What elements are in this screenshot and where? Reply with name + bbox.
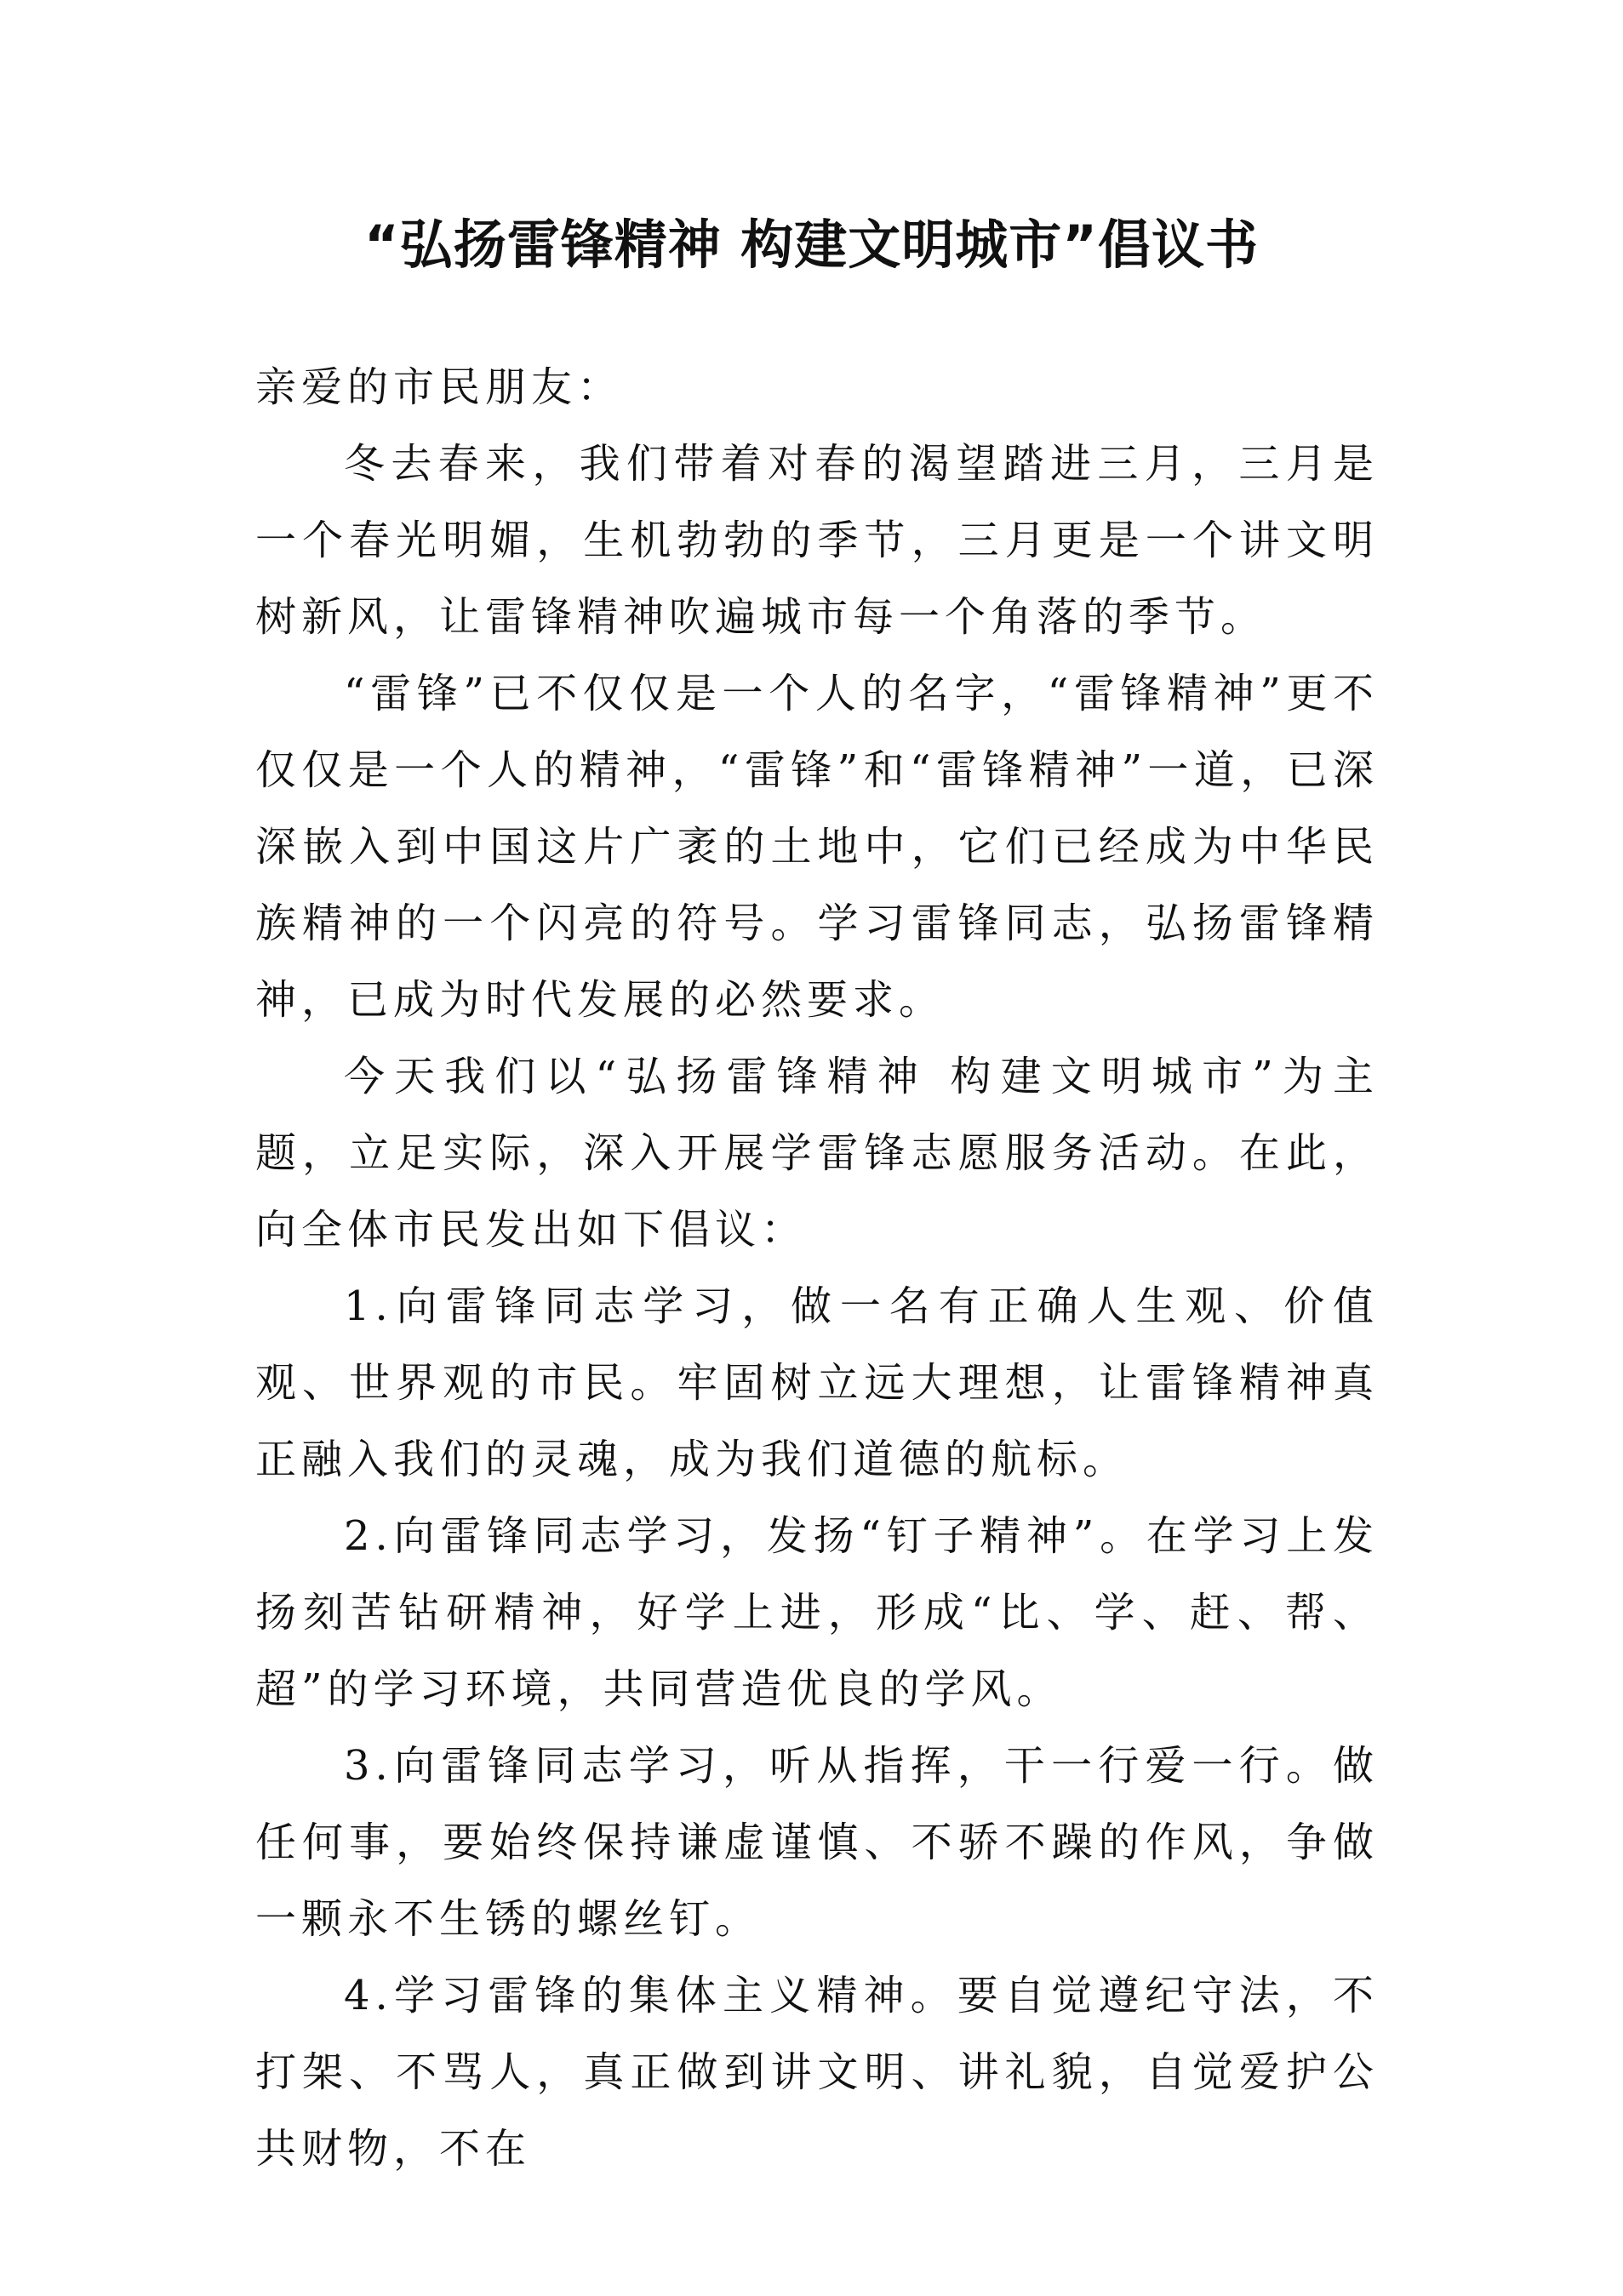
paragraph-leifeng: “雷锋”已不仅仅是一个人的名字，“雷锋精神”更不仅仅是一个人的精神，“雷锋”和“雷锋精神”一道，已深深嵌入到中国这片广袤的土地中，它们已经成为中华民族精神的一个闪亮的符号。学习雷锋同志，弘扬雷锋精神，已成为时代发展的必然要求。 bbox=[255, 670, 1379, 1024]
proposal-item-3: 3.向雷锋同志学习，听从指挥，干一行爱一行。做任何事，要始终保持谦虚谨慎、不骄不躁的作风，争做一颗永不生锈的螺丝钉。 bbox=[255, 1742, 1379, 1943]
proposal-item-1: 1.向雷锋同志学习，做一名有正确人生观、价值观、世界观的市民。牢固树立远大理想，让雷锋精神真正融入我们的灵魂，成为我们道德的航标。 bbox=[255, 1282, 1379, 1483]
document-title: “弘扬雷锋精神 构建文明城市”倡议书 bbox=[363, 214, 1260, 276]
paragraph-intro: 冬去春来，我们带着对春的渴望踏进三月，三月是一个春光明媚，生机勃勃的季节，三月更是一个讲文明树新风，让雷锋精神吹遍城市每一个角落的季节。 bbox=[255, 440, 1379, 641]
document-body bbox=[255, 349, 1379, 2187]
proposal-item-2: 2.向雷锋同志学习，发扬“钉子精神”。在学习上发扬刻苦钻研精神，好学上进，形成“比、学、赶、帮、超”的学习环境，共同营造优良的学风。 bbox=[255, 1512, 1379, 1713]
proposal-item-4: 4.学习雷锋的集体主义精神。要自觉遵纪守法，不打架、不骂人，真正做到讲文明、讲礼貌，自觉爱护公共财物，不在 bbox=[255, 1972, 1379, 2173]
paragraph-theme: 今天我们以“弘扬雷锋精神 构建文明城市”为主题，立足实际，深入开展学雷锋志愿服务活动。在此，向全体市民发出如下倡议： bbox=[255, 1053, 1379, 1254]
salutation: 亲爱的市民朋友： bbox=[255, 363, 624, 411]
